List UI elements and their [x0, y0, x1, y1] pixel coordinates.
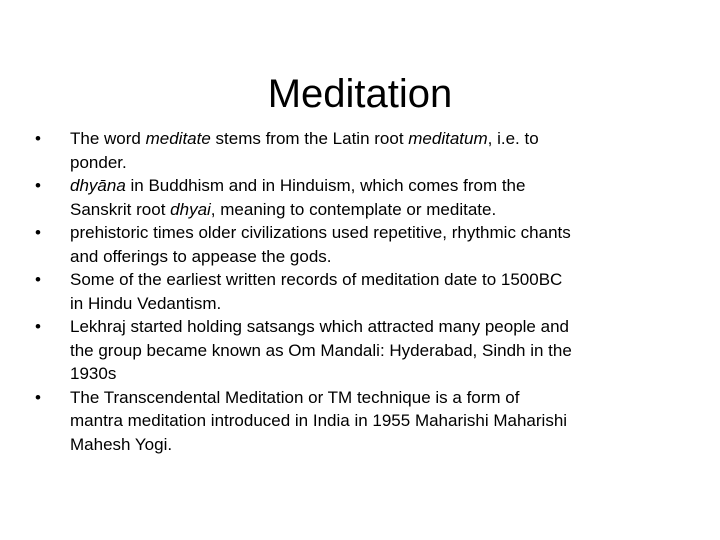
bullet-line: [70, 409, 688, 433]
text-run: stems from the Latin root: [210, 129, 409, 148]
text-run: The word: [70, 129, 146, 148]
bullet-list: [28, 127, 688, 456]
italic-term: meditatum: [408, 129, 488, 148]
text-run: Sanskrit root: [70, 199, 171, 219]
bullet-marker: •: [35, 387, 41, 407]
bullet-item: [28, 315, 688, 386]
bullet-item: [28, 268, 688, 315]
bullet-item: [28, 127, 688, 174]
bullet-line: [70, 362, 688, 386]
bullet-line: [70, 245, 688, 269]
text-run: the group became known as Om Mandali: Hyderabad, Sindh in the: [70, 340, 572, 360]
slide-title: Meditation: [267, 71, 453, 116]
bullet-marker: •: [35, 129, 41, 148]
italic-term: dhyāna: [70, 176, 126, 195]
bullet-line: [70, 386, 688, 410]
text-run: Mahesh Yogi.: [70, 434, 173, 454]
bullet-marker: •: [35, 176, 41, 195]
text-run: in Buddhism and in Hinduism, which comes from the: [125, 176, 526, 195]
text-run: 1930s: [70, 364, 117, 383]
text-run: and offerings to appease the gods.: [70, 246, 332, 266]
italic-term: meditate: [145, 129, 211, 148]
bullet-line: [70, 268, 688, 292]
text-run: Lekhraj started holding satsangs which attracted many people and: [70, 317, 569, 336]
text-run: , i.e. to: [487, 129, 539, 148]
bullet-line: [70, 198, 688, 222]
bullet-marker: •: [35, 270, 41, 289]
bullet-marker: •: [35, 317, 41, 336]
text-run: , meaning to contemplate or meditate.: [210, 199, 497, 219]
bullet-line: [70, 339, 688, 363]
bullet-line: [70, 433, 688, 457]
bullet-marker: •: [35, 223, 41, 242]
text-run: mantra meditation introduced in India in 1955 Maharishi Maharishi: [70, 411, 568, 430]
bullet-item: [28, 174, 688, 221]
bullet-line: [70, 221, 688, 245]
text-run: Some of the earliest written records of meditation date to 1500BC: [70, 270, 563, 289]
text-run: prehistoric times older civilizations used repetitive, rhythmic chants: [70, 223, 571, 242]
bullet-line: [70, 127, 688, 151]
bullet-line: [70, 174, 688, 198]
bullet-line: [70, 315, 688, 339]
text-run: ponder.: [70, 152, 127, 172]
bullet-item: [28, 221, 688, 268]
italic-term: dhyai: [170, 199, 211, 219]
bullet-line: [70, 292, 688, 316]
bullet-line: [70, 151, 688, 175]
bullet-item: [28, 386, 688, 457]
text-run: in Hindu Vedantism.: [70, 293, 222, 313]
text-run: The Transcendental Meditation or TM technique is a form of: [70, 387, 520, 407]
